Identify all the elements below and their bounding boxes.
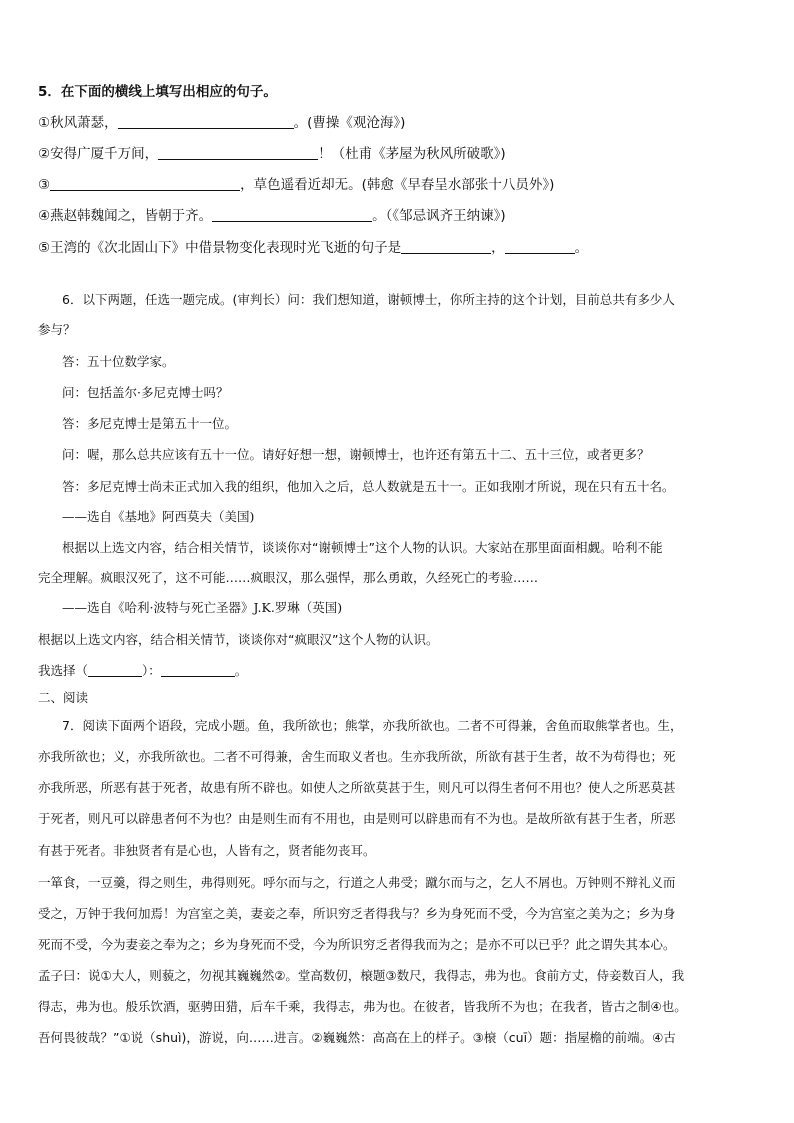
- passage-line: 吾何畏彼哉？”①说（shuì)，游说，向……进言。②巍巍然：高高在上的样子。③榱（cuī）题：指屋檐的前端。④古: [38, 1030, 676, 1045]
- passage-line: 有甚于死者。非独贤者有是心也，人皆有之，贤者能勿丧耳。: [38, 843, 376, 858]
- choose-prefix: 我选择（: [38, 663, 89, 678]
- choice-blank[interactable]: [88, 662, 142, 677]
- q5-line-1-prefix: ①秋风萧瑟，: [38, 115, 118, 131]
- q5-title: 5．在下面的横线上填写出相应的句子。: [38, 84, 277, 100]
- q5-line-1: [38, 113, 405, 133]
- answer-blank[interactable]: [401, 239, 491, 254]
- section-heading: 二、阅读: [38, 690, 89, 705]
- q6-task-1-cont: 完全理解。疯眼汉死了，这不可能……疯眼汉，那么强悍，那么勇敢，久经死亡的考验……: [38, 570, 539, 585]
- passage-line: 亦我所恶，所恶有甚于死者，故患有所不辟也。如使人之所欲莫甚于生，则凡可以得生者何不用也？使人之所恶莫甚: [38, 780, 676, 795]
- q5-line-4-prefix: ④燕赵韩魏闻之，皆朝于齐。: [38, 208, 213, 224]
- source-citation: ——选自《基地》阿西莫夫（美国): [62, 509, 255, 524]
- q5-line-3-prefix: ③: [38, 177, 51, 193]
- answer-blank[interactable]: [50, 176, 240, 191]
- q6-task-2: 根据以上选文内容，结合相关情节，谈谈你对“疯眼汉”这个人物的认识。: [38, 632, 439, 647]
- q5-line-4-suffix: 。（《邹忌讽齐王纳谏》): [372, 208, 506, 224]
- passage-line: 受之，万钟于我何加焉！为宫室之美，妻妾之奉，所识穷乏者得我与？乡为身死而不受，今为宫室之美为之；乡为身: [38, 906, 676, 921]
- q5-line-2: [38, 144, 506, 164]
- q5-line-4: [38, 206, 506, 226]
- q5-line-2-suffix: ！（杜甫《茅屋为秋风所破歌》): [318, 146, 506, 162]
- dialogue-line: 答：多尼克博士尚未正式加入我的组织，他加入之后，总人数就是五十一。正如我刚才所说，现在只有五十名。: [62, 479, 675, 494]
- q5-line-3-suffix: ，草色遥看近却无。(韩愈《早春呈水部张十八员外》): [240, 177, 555, 193]
- choose-suffix: 。: [234, 663, 248, 678]
- q5-line-5-separator: ，: [491, 240, 505, 256]
- source-citation: ——选自《哈利·波特与死亡圣器》J.K.罗琳（英国): [62, 600, 343, 615]
- q5-line-5-suffix: 。: [574, 240, 589, 256]
- q5-line-5: [38, 238, 588, 258]
- passage-line: 得志，弗为也。般乐饮酒，驱骋田猎，后车千乘，我得志，弗为也。在彼者，皆我所不为也；在我者，皆古之制④也。: [38, 999, 687, 1014]
- answer-blank[interactable]: [505, 239, 575, 254]
- passage-line: 一箪食，一豆羹，得之则生，弗得则死。呼尔而与之，行道之人弗受；蹴尔而与之，乞人不屑也。万钟则不辩礼义而: [38, 875, 676, 890]
- dialogue-line: 答：多尼克博士是第五十一位。: [62, 416, 238, 431]
- answer-blank[interactable]: [158, 145, 318, 160]
- answer-blank[interactable]: [161, 662, 235, 677]
- passage-line: 死而不受，今为妻妾之奉为之；乡为身死而不受，今为所识穷乏者得我而为之；是亦不可以已乎？此之谓失其本心。: [38, 937, 676, 952]
- dialogue-line: 答：五十位数学家。: [62, 354, 175, 369]
- passage-line: 亦我所欲也；义，亦我所欲也。二者不可得兼，舍生而取义者也。生亦我所欲，所欲有甚于生者，故不为苟得也；死: [38, 749, 676, 764]
- q5-line-1-suffix: 。(曹操《观沧海》): [293, 115, 406, 131]
- q6-intro: 6．以下两题，任选一题完成。(审判长）问：我们想知道，谢顿博士，你所主持的这个计划，目前总共有多少人: [62, 292, 675, 307]
- q6-task-1: 根据以上选文内容，结合相关情节，谈谈你对“谢顿博士”这个人物的认识。大家站在那里面面相觑。哈利不能: [62, 540, 663, 555]
- dialogue-line: 问：喔，那么总共应该有五十一位。请好好想一想，谢顿博士，也许还有第五十二、五十三位，或者更多？: [62, 447, 650, 462]
- passage-line: 孟子曰：说①大人，则藐之，勿视其巍巍然②。堂高数仞，榱题③数尺，我得志，弗为也。食前方丈，侍妾数百人，我: [38, 968, 685, 983]
- q6-intro-cont: 参与？: [38, 322, 76, 337]
- dialogue-line: 问：包括盖尔·多尼克博士吗？: [62, 385, 229, 400]
- passage-line: 7．阅读下面两个语段，完成小题。鱼，我所欲也；熊掌，亦我所欲也。二者不可得兼，舍鱼而取熊掌者也。生，: [62, 718, 683, 733]
- q5-line-5-prefix: ⑤王湾的《次北固山下》中借景物变化表现时光飞逝的句子是: [38, 240, 402, 256]
- answer-blank[interactable]: [212, 207, 372, 222]
- answer-blank[interactable]: [118, 114, 294, 129]
- choose-separator: ）：: [142, 663, 161, 678]
- q5-line-3: [38, 175, 554, 195]
- q5-line-2-prefix: ②安得广厦千万间，: [38, 146, 159, 162]
- q6-choose-line: [38, 661, 247, 681]
- passage-line: 于死者，则凡可以辟患者何不为也？由是则生而有不用也，由是则可以辟患而有不为也。是故所欲有甚于生者，所恶: [38, 811, 676, 826]
